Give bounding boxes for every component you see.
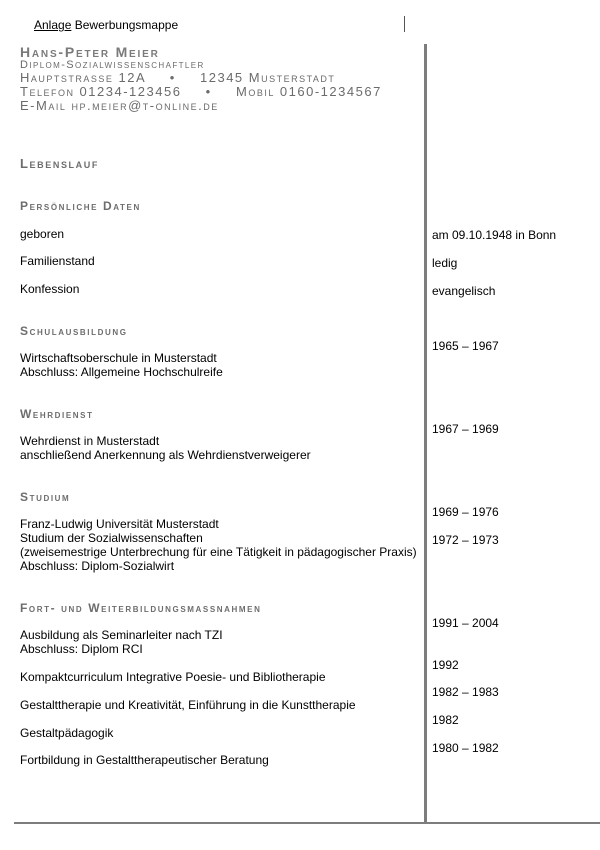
phone: Telefon 01234-123456 [20,84,182,99]
training-date-3: 1982 – 1983 [432,685,499,699]
applicant-name: Hans-Peter Meier [20,44,160,60]
study-line-4: Abschluss: Diplom-Sozialwirt [20,559,175,573]
training-date-5: 1980 – 1982 [432,741,499,755]
section-heading-personal: Persönliche Daten [20,199,141,213]
city: 12345 Musterstadt [200,70,336,85]
training-item-5: Fortbildung in Gestalttherapeutischer Beratung [20,753,269,767]
text-cursor [404,16,405,32]
personal-value-marital: ledig [432,256,458,270]
email: E-Mail hp.meier@t-online.de [20,98,219,113]
section-heading-study: Studium [20,490,71,504]
separator: • [205,84,212,99]
training-date-4: 1982 [432,713,459,727]
study-line-3: (zweisemestrige Unterbrechung für eine Tätigkeit in pädagogischer Praxis) [20,545,417,559]
school-date: 1965 – 1967 [432,339,499,353]
school-line-1: Wirtschaftsoberschule in Musterstadt [20,351,217,365]
training-item-3: Gestalttherapie und Kreativität, Einführung in die Kunsttherapie [20,698,356,712]
street: Hauptstrasse 12A [20,70,146,85]
anlage-link[interactable]: Anlage [34,18,72,32]
service-date: 1967 – 1969 [432,422,499,436]
training-item-1-line-1: Ausbildung als Seminarleiter nach TZI [20,628,223,642]
study-line-2: Studium der Sozialwissenschaften [20,531,203,545]
mobile: Mobil 0160-1234567 [235,84,382,99]
personal-value-religion: evangelisch [432,284,496,298]
personal-label-birth: geboren [20,227,65,241]
document-title: Bewerbungsmappe [74,18,179,32]
service-line-1: Wehrdienst in Musterstadt [20,434,160,448]
training-item-1-line-2: Abschluss: Diplom RCI [20,642,143,656]
address-line [20,71,335,84]
section-heading-school: Schulausbildung [20,324,128,338]
profession: Diplom-Sozialwissenschaftler [20,59,205,71]
section-heading-service: Wehrdienst [20,407,94,421]
bottom-divider [14,822,600,824]
study-line-1: Franz-Ludwig Universität Musterstadt [20,517,219,531]
personal-value-birth: am 09.10.1948 in Bonn [432,228,557,242]
training-date-2: 1992 [432,658,459,672]
study-date-2: 1972 – 1973 [432,533,499,547]
vertical-divider [424,44,427,824]
cv-heading: Lebenslauf [20,156,99,171]
personal-label-marital: Familienstand [20,254,95,268]
section-heading-training: Fort- und Weiterbildungsmassnahmen [20,601,262,615]
training-item-2: Kompaktcurriculum Integrative Poesie- und Bibliotherapie [20,670,326,684]
school-line-2: Abschluss: Allgemeine Hochschulreife [20,365,223,379]
training-item-4: Gestaltpädagogik [20,726,114,740]
training-date-1: 1991 – 2004 [432,616,499,630]
personal-label-religion: Konfession [20,282,80,296]
study-date-1: 1969 – 1976 [432,505,499,519]
document-top-line [34,18,178,32]
phone-line [20,85,382,98]
service-line-2: anschließend Anerkennung als Wehrdienstverweigerer [20,448,311,462]
separator: • [169,70,176,85]
